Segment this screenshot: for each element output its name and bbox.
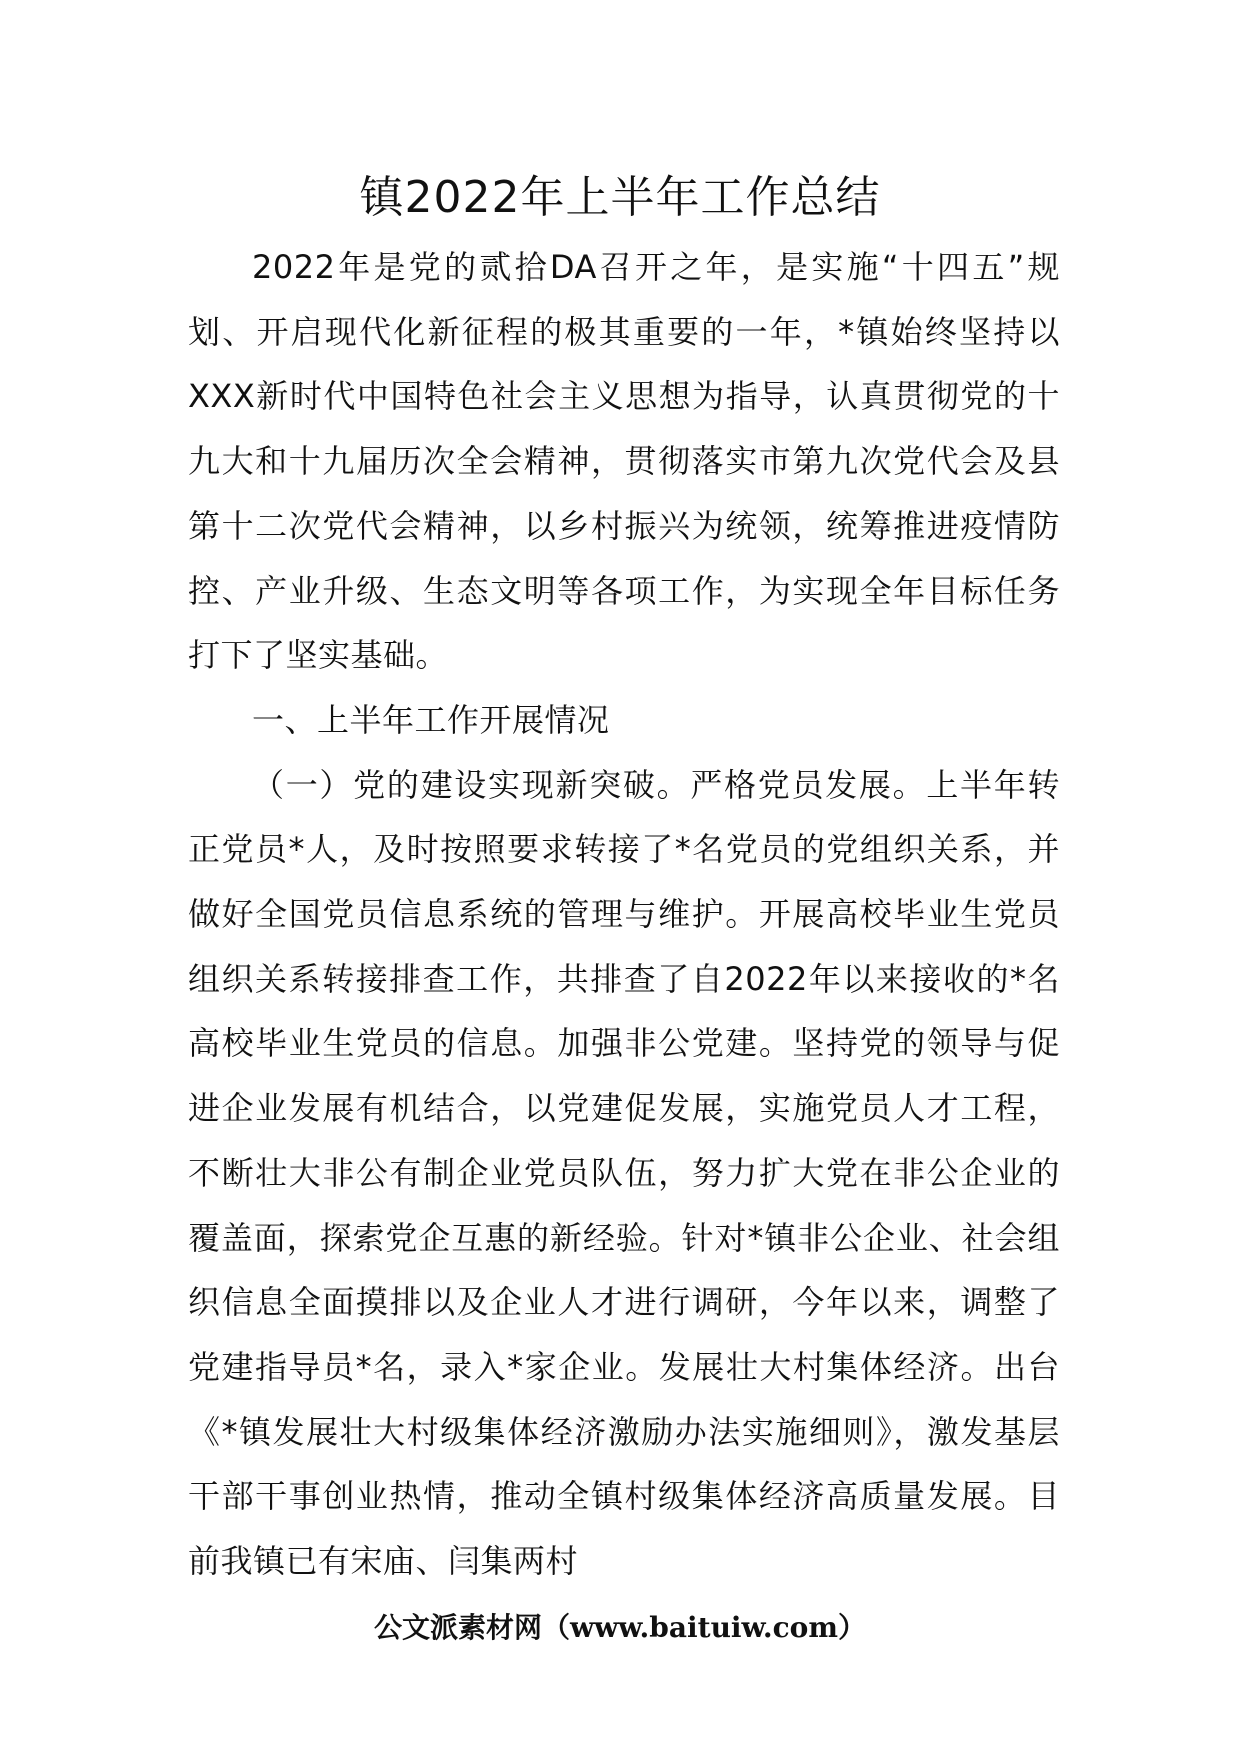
- intro-paragraph: 2022年是党的贰拾DA召开之年，是实施“十四五”规划、开启现代化新征程的极其重要的一年，*镇始终坚持以XXX新时代中国特色社会主义思想为指导，认真贯彻党的十九大和十九届历次全会精神，贯彻落实市第九次党代会及县第十二次党代会精神，以乡村振兴为统领，统筹推进疫情防控、产业升级、生态文明等各项工作，为实现全年目标任务打下了坚实基础。: [188, 248, 1060, 675]
- document-body: [188, 235, 1060, 1594]
- section-paragraph: （一）党的建设实现新突破。严格党员发展。上半年转正党员*人，及时按照要求转接了*名党员的党组织关系，并做好全国党员信息系统的管理与维护。开展高校毕业生党员组织关系转接排查工作，共排查了自2022年以来接收的*名高校毕业生党员的信息。加强非公党建。坚持党的领导与促进企业发展有机结合，以党建促发展，实施党员人才工程，不断壮大非公有制企业党员队伍，努力扩大党在非公企业的覆盖面，探索党企互惠的新经验。针对*镇非公企业、社会组织信息全面摸排以及企业人才进行调研，今年以来，调整了党建指导员*名，录入*家企业。发展壮大村集体经济。出台《*镇发展壮大村级集体经济激励办法实施细则》，激发基层干部干事创业热情，推动全镇村级集体经济高质量发展。目前我镇已有宋庙、闫集两村: [188, 765, 1060, 1581]
- footer-watermark: 公文派素材网（www.baituiw.com）: [374, 1611, 866, 1644]
- section-heading: 一、上半年工作开展情况: [252, 700, 610, 739]
- document-title: 镇2022年上半年工作总结: [359, 172, 881, 223]
